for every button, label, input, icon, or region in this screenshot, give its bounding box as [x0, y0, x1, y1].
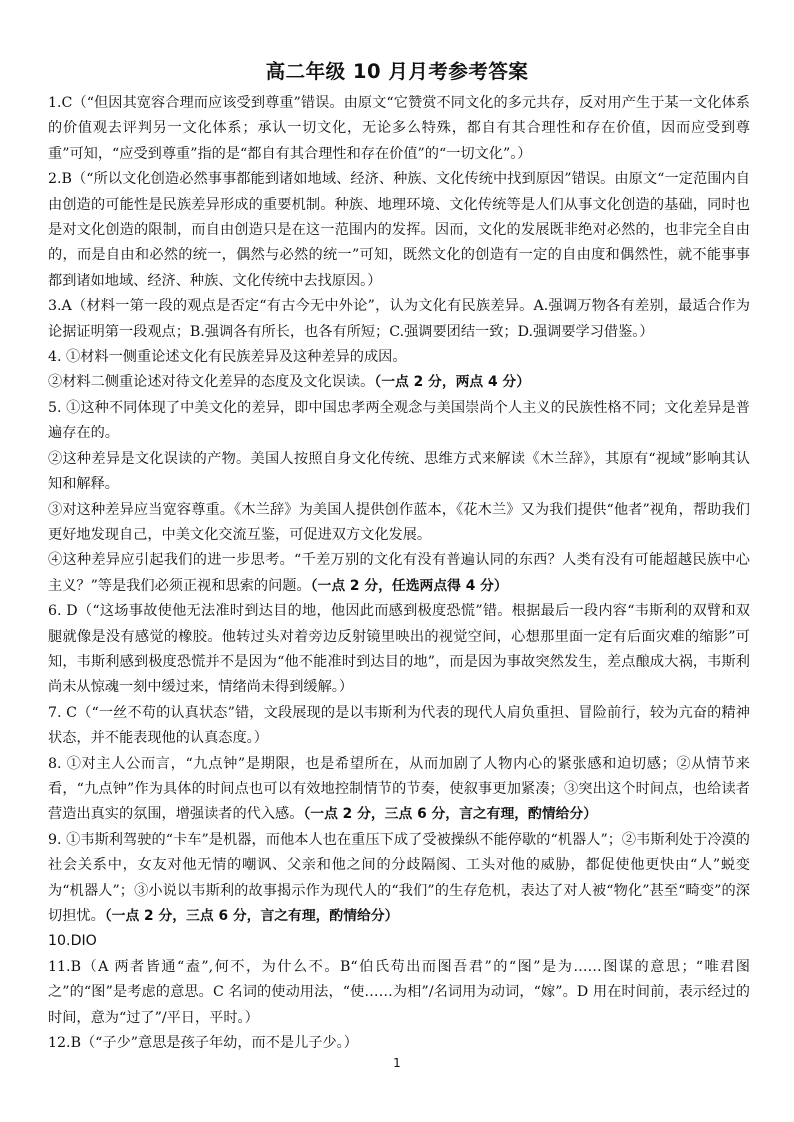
answer-text: 3.A（材料一第一段的观点是否定“有古今无中外论”，认为文化有民族差异。A.强调万物各有差别，最适合作为论据证明第一段观点；B.强调各有所长，也各有所短；C.强调要团结一致；D.强调要学习借鉴。） [48, 298, 750, 340]
answer-text: ④这种差异应引起我们的进一步思考。“千差万别的文化有没有普遍认同的东西？人类有没有可能超越民族中心主义？”等是我们必须正视和思索的问题。 [48, 552, 750, 594]
answer-4-point-2 [48, 370, 750, 395]
answer-body [48, 91, 750, 1056]
answer-text: 5. ①这种不同体现了中美文化的差异，即中国忠孝两全观念与美国崇尚个人主义的民族性格不同；文化差异是普遍存在的。 [48, 399, 750, 442]
score-note: （一点 2 分，两点 4 分） [374, 374, 531, 391]
score-note: （一点 2 分，任选两点得 4 分） [310, 577, 508, 594]
answer-text: 10.DIO [48, 933, 97, 950]
answer-text: 9. ①韦斯利驾驶的“卡车”是机器，而他本人也在重压下成了受被操纵不能停歇的“机器人”；②韦斯利处于冷漠的社会关系中，女友对他无情的嘲讽、父亲和他之间的分歧隔阂、工头对他的威胁，都促使他更快由“人”蜕变为“机器人”；③小说以韦斯利的故事揭示作为现代人的“我们”的生存危机，表达了对人被“物化”甚至“畸变”的深切担忧。 [48, 831, 750, 924]
answer-9 [48, 828, 750, 930]
page-title: 高二年级 10 月月考参考答案 [265, 60, 529, 83]
score-note: （一点 2 分，三点 6 分，言之有理，酌情给分） [303, 806, 598, 823]
answer-6 [48, 599, 750, 701]
page-number: 1 [393, 1056, 401, 1070]
answer-4-point-1 [48, 345, 750, 370]
answer-10 [48, 929, 750, 954]
answer-text: 12.B（“子少”意思是孩子年幼，而不是儿子少。） [48, 1035, 358, 1052]
answer-text: 8. ①对主人公而言，“九点钟”是期限，也是希望所在，从而加剧了人物内心的紧张感和迫切感；②从情节来看，“九点钟”作为具体的时间点也可以有效地控制情节的节奏，使叙事更加紧凑；③突出这个时间点，也给读者营造出真实的氛围，增强读者的代入感。 [48, 755, 750, 823]
answer-text: 7. C（“一丝不苟的认真状态”错，文段展现的是以韦斯利为代表的现代人肩负重担、冒险前行，较为亢奋的精神状态，并不能表现他的认真态度。） [48, 704, 750, 747]
answer-text: ②材料二侧重论述对待文化差异的态度及文化误读。 [48, 374, 375, 391]
score-note: （一点 2 分，三点 6 分，言之有理，酌情给分） [104, 908, 399, 924]
answer-text: 11.B（A 两者皆通“盍”,何不，为什么不。B“伯氏苟出而图吾君”的“图”是为……图谋的意思；“唯君图之”的“图”是考虑的意思。C 名词的使动用法，“使……为相”/名词用为动词，“嫁”。D 用在时间前，表示经过的时间，意为“过了”/平日，平时。） [48, 958, 750, 1026]
answer-8 [48, 752, 750, 828]
answer-5-point-3 [48, 498, 750, 549]
answer-5-point-1 [48, 396, 750, 447]
answer-2 [48, 167, 750, 294]
answer-text: ③对这种差异应当宽容尊重。《木兰辞》为美国人提供创作蓝本，《花木兰》又为我们提供“他者”视角，帮助我们更好地发现自己，中美文化交流互鉴，可促进双方文化发展。 [48, 501, 750, 543]
answer-text: 2.B（“所以文化创造必然事事都能到诸如地域、经济、种族、文化传统中找到原因”错误。由原文“一定范围内自由创造的可能性是民族差异形成的重要机制。种族、地理环境、文化传统等是人们从事文化创造的基础，同时也是对文化创造的限制，而自由创造只是在这一范围内的发挥。因而，文化的发展既非绝对必然的，也非完全自由的，而是自由和必然的统一，偶然与必然的统一”可知，既然文化的创造有一定的自由度和偶然性，就不能事事都到诸如地域、经济、种族、文化传统中去找原因。） [48, 171, 750, 289]
answer-3 [48, 294, 750, 345]
answer-5-point-4 [48, 548, 750, 599]
answer-11 [48, 955, 750, 1031]
answer-1 [48, 91, 750, 167]
answer-text: 1.C（“但因其宽容合理而应该受到尊重”错误。由原文“它赞赏不同文化的多元共存，反对用产生于某一文化体系的价值观去评判另一文化体系；承认一切文化，无论多么特殊，都自有其合理性和存在价值，因而应受到尊重”可知，“应受到尊重”指的是“都自有其合理性和存在价值”的“一切文化”。） [48, 95, 750, 162]
answer-12 [48, 1031, 750, 1056]
answer-7 [48, 701, 750, 752]
answer-text: 6. D（“这场事故使他无法准时到达目的地，他因此而感到极度恐慌”错。根据最后一段内容“韦斯利的双臂和双腿就像是没有感觉的橡胶。他转过头对着旁边反射镜里映出的视觉空间，心想那里面一定有后面灾难的缩影”可知，韦斯利感到极度恐慌并不是因为“他不能准时到达目的地”，而是因为事故突然发生，差点酿成大祸，韦斯利尚未从惊魂一刻中缓过来，情绪尚未得到缓解。） [48, 603, 750, 696]
answer-text: ②这种差异是文化误读的产物。美国人按照自身文化传统、思维方式来解读《木兰辞》，其原有“视域”影响其认知和解释。 [48, 450, 750, 493]
answer-5-point-2 [48, 447, 750, 498]
answer-text: 4. ①材料一侧重论述文化有民族差异及这种差异的成因。 [48, 349, 407, 366]
